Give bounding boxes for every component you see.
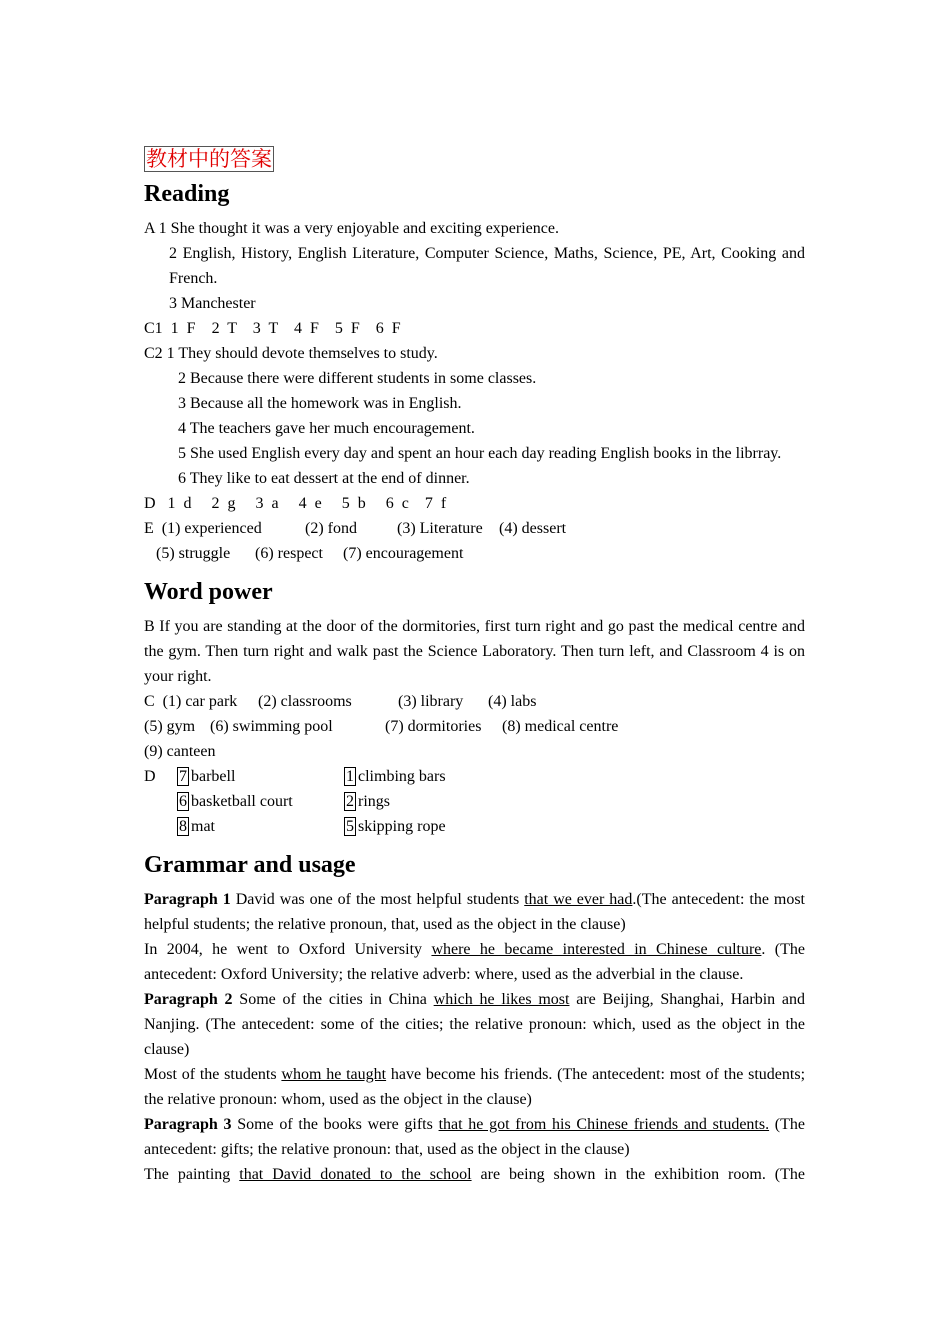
grammar-paragraph-2: Paragraph 2 Some of the cities in China which he likes most are Beijing, Shanghai, Harbin and Nanjing. (The antecedent: some of the cities; the relative pronoun: which, used as the object in the clause): [144, 991, 806, 1058]
word-power-c-item: (3) library: [398, 693, 464, 710]
grammar-paragraph-3: Paragraph 3 Some of the books were gifts that he got from his Chinese friends and students. (The antecedent: gifts; the relative pronoun: that, used as the object in the clause): [144, 1116, 806, 1158]
word-power-d-row: [144, 814, 805, 839]
equipment-name: basketball court: [191, 793, 293, 810]
answer-e-item: (6) respect: [255, 545, 323, 562]
number-box: 2: [346, 793, 354, 810]
page-title: 教材中的答案: [146, 147, 272, 171]
answer-a3: 3 Manchester: [169, 295, 256, 312]
answer-c2-6: 6 They like to eat dessert at the end of dinner.: [178, 470, 470, 487]
answer-c2-4: 4 The teachers gave her much encouragement.: [178, 420, 475, 437]
document-page: [144, 146, 805, 1187]
number-box: 6: [179, 793, 187, 810]
equipment-name: skipping rope: [358, 818, 446, 835]
grammar-paragraph-3b: The painting that David donated to the school are being shown in the exhibition room. (The: [144, 1166, 805, 1183]
relative-clause: whom he taught: [281, 1066, 387, 1083]
grammar-paragraph-1: Paragraph 1 David was one of the most helpful students that we ever had.(The antecedent: the most helpful students; the relative pronoun, that, used as the object in the clause): [144, 891, 805, 933]
word-power-c-item: (2) classrooms: [258, 693, 352, 710]
answer-c2-3: 3 Because all the homework was in English.: [178, 395, 462, 412]
section-heading-grammar: Grammar and usage: [144, 852, 356, 878]
answer-d: D 1 d 2 g 3 a 4 e 5 b 6 c 7 f: [144, 495, 447, 512]
answer-a1: A 1 She thought it was a very enjoyable and exciting experience.: [144, 220, 559, 237]
word-power-c-row2: [144, 714, 805, 739]
relative-clause: that we ever had: [524, 891, 633, 908]
answer-c1: C1 1 F 2 T 3 T 4 F 5 F 6 F: [144, 320, 401, 337]
word-power-c-item: (4) labs: [488, 693, 537, 710]
number-box: 7: [179, 768, 187, 785]
answer-e-item: (5) struggle: [156, 545, 231, 562]
number-box: 5: [346, 818, 354, 835]
answer-e-item: (3) Literature: [397, 520, 483, 537]
section-heading-reading: Reading: [144, 181, 230, 207]
word-power-b: B If you are standing at the door of the dormitories, first turn right and go past the medical centre and the gym. Then turn right and walk past the Science Laboratory. Then turn left, and Classroom 4 is on your right.: [144, 618, 805, 685]
number-box: 1: [346, 768, 354, 785]
answer-a2: 2 English, History, English Literature, Computer Science, Maths, Science, PE, Art, Cooking and French.: [169, 245, 805, 287]
equipment-name: rings: [358, 793, 390, 810]
answer-e-item: (7) encouragement: [343, 545, 464, 562]
answer-c2-2: 2 Because there were different students in some classes.: [178, 370, 537, 387]
word-power-c-item: (7) dormitories: [385, 718, 482, 735]
answer-e-item: (4) dessert: [499, 520, 567, 537]
section-heading-word-power: Word power: [144, 579, 273, 605]
word-power-c-item: (6) swimming pool: [210, 718, 333, 735]
word-power-d-row: [144, 764, 805, 789]
relative-clause: which he likes most: [433, 991, 570, 1008]
answer-e-item: E (1) experienced: [144, 520, 262, 537]
paragraph-label: Paragraph 3: [144, 1116, 232, 1133]
paragraph-label: Paragraph 2: [144, 991, 233, 1008]
word-power-c-item: (5) gym: [144, 718, 196, 735]
equipment-name: mat: [191, 818, 215, 835]
equipment-name: barbell: [191, 768, 236, 785]
equipment-name: climbing bars: [358, 768, 446, 785]
word-power-d-label: D: [144, 768, 156, 785]
relative-clause: that he got from his Chinese friends and students.: [438, 1116, 770, 1133]
grammar-paragraph-1b: In 2004, he went to Oxford University where he became interested in Chinese culture. (The antecedent: Oxford University; the relative adverb: where, used as the adverbial in the clause.: [144, 941, 805, 983]
answer-e-row1: [144, 516, 805, 541]
answer-c2-5: 5 She used English every day and spent an hour each day reading English books in the librray.: [178, 445, 782, 462]
relative-clause: where he became interested in Chinese culture: [431, 941, 762, 958]
grammar-paragraph-2b: Most of the students whom he taught have become his friends. (The antecedent: most of the students; the relative pronoun: whom, used as the object in the clause): [144, 1066, 806, 1108]
word-power-d-row: [144, 789, 805, 814]
answer-e-item: (2) fond: [305, 520, 357, 537]
word-power-c-row3: (9) canteen: [144, 743, 216, 760]
word-power-c-item: C (1) car park: [144, 693, 238, 710]
relative-clause: that David donated to the school: [239, 1166, 472, 1183]
number-box: 8: [179, 818, 187, 835]
answer-c2-1: C2 1 They should devote themselves to study.: [144, 345, 438, 362]
paragraph-label: Paragraph 1: [144, 891, 231, 908]
word-power-c-row1: [144, 689, 805, 714]
word-power-c-item: (8) medical centre: [502, 718, 619, 735]
answer-e-row2: [144, 541, 805, 566]
